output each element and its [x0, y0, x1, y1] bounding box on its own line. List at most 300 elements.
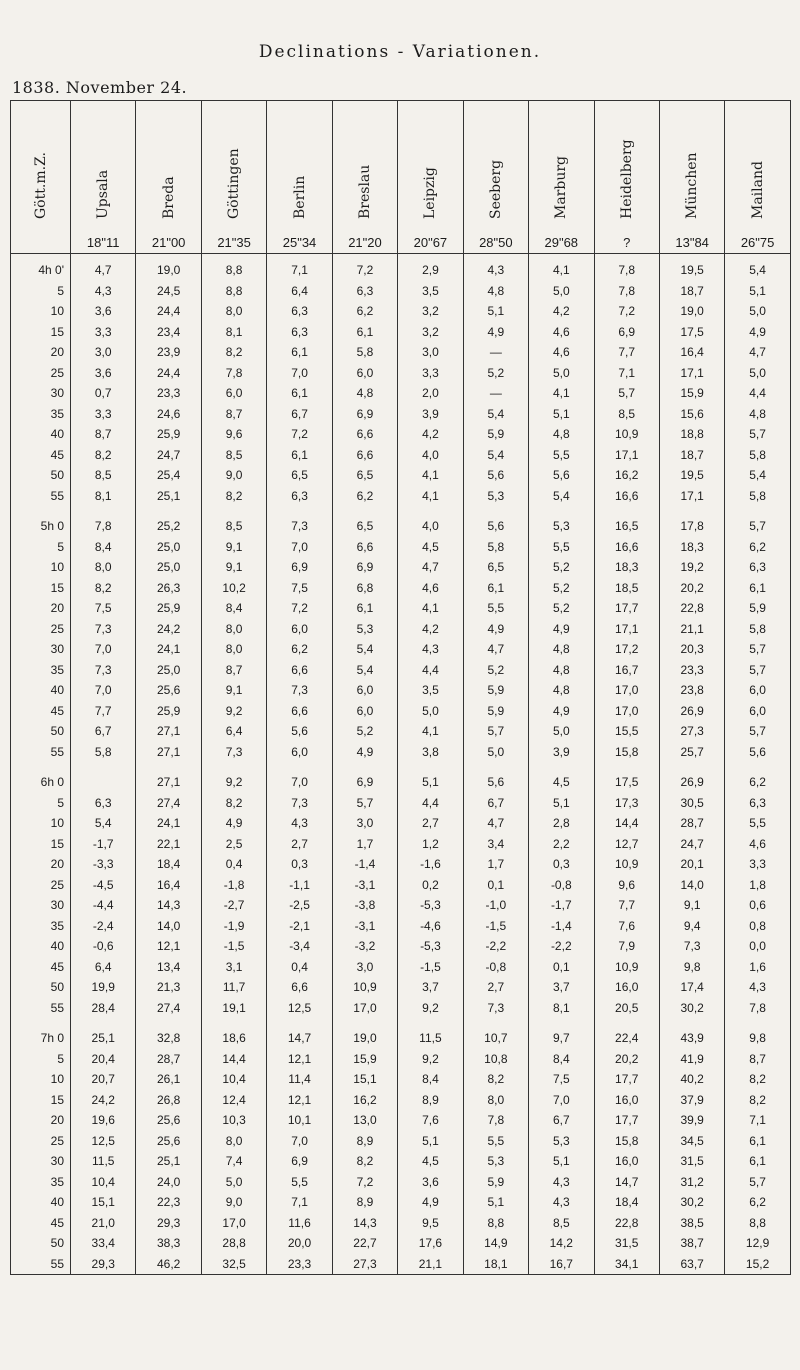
value-cell: 6,0: [332, 680, 397, 701]
table-row: [11, 895, 791, 916]
value-cell: 15,8: [594, 742, 659, 763]
value-cell: 5,2: [332, 721, 397, 742]
time-cell: 10: [11, 1069, 71, 1090]
time-cell: 5: [11, 537, 71, 558]
value-cell: 9,4: [659, 916, 724, 937]
value-cell: 15,5: [594, 721, 659, 742]
table-row: [11, 1172, 791, 1193]
value-cell: 6,1: [267, 445, 332, 466]
value-cell: 17,7: [594, 1069, 659, 1090]
value-cell: 8,2: [201, 486, 266, 507]
value-cell: 19,5: [659, 465, 724, 486]
value-cell: 2,7: [267, 834, 332, 855]
value-cell: -0,6: [71, 936, 136, 957]
table-row: [11, 598, 791, 619]
value-cell: 11,7: [201, 977, 266, 998]
value-cell: 7,3: [659, 936, 724, 957]
page-title: Declinations - Variationen.: [258, 42, 542, 62]
value-cell: 2,7: [463, 977, 528, 998]
value-cell: 8,5: [529, 1213, 594, 1234]
value-cell: 17,0: [594, 701, 659, 722]
value-cell: 29,3: [71, 1254, 136, 1275]
value-cell: 3,5: [398, 680, 463, 701]
value-cell: 2,9: [398, 254, 463, 281]
value-cell: 4,9: [398, 1192, 463, 1213]
table-row: [11, 281, 791, 302]
value-cell: 19,2: [659, 557, 724, 578]
value-cell: 4,3: [529, 1172, 594, 1193]
value-cell: 8,0: [201, 619, 266, 640]
value-cell: 32,8: [136, 1018, 201, 1049]
value-cell: 23,3: [136, 383, 201, 404]
value-cell: 27,1: [136, 721, 201, 742]
value-cell: 5,1: [529, 1151, 594, 1172]
value-cell: -3,1: [332, 875, 397, 896]
value-cell: 7,6: [398, 1110, 463, 1131]
value-cell: 20,1: [659, 854, 724, 875]
station-name: Mailand: [749, 161, 766, 219]
value-cell: 41,9: [659, 1049, 724, 1070]
table-row: [11, 793, 791, 814]
value-cell: 5,7: [594, 383, 659, 404]
value-cell: 23,8: [659, 680, 724, 701]
value-cell: 12,5: [267, 998, 332, 1019]
value-cell: -0,8: [529, 875, 594, 896]
value-cell: 10,4: [71, 1172, 136, 1193]
value-cell: 0,2: [398, 875, 463, 896]
value-cell: 3,2: [398, 301, 463, 322]
value-cell: 5,7: [725, 660, 790, 681]
value-cell: 20,0: [267, 1233, 332, 1254]
value-cell: 11,5: [71, 1151, 136, 1172]
value-cell: 6,0: [332, 363, 397, 384]
value-cell: 5,3: [463, 486, 528, 507]
station-name: Upsala: [95, 169, 112, 219]
value-cell: 16,2: [332, 1090, 397, 1111]
value-cell: 12,4: [201, 1090, 266, 1111]
value-cell: 3,7: [529, 977, 594, 998]
value-cell: -1,8: [201, 875, 266, 896]
value-cell: 10,9: [594, 424, 659, 445]
value-cell: 34,1: [594, 1254, 659, 1275]
time-cell: 35: [11, 1172, 71, 1193]
value-cell: 4,9: [201, 813, 266, 834]
value-cell: 6,4: [71, 957, 136, 978]
value-cell: 2,7: [398, 813, 463, 834]
value-cell: 6,5: [267, 465, 332, 486]
value-cell: 46,2: [136, 1254, 201, 1275]
value-cell: 7,0: [267, 762, 332, 793]
value-cell: 0,0: [725, 936, 790, 957]
value-cell: 7,7: [71, 701, 136, 722]
value-cell: 4,7: [463, 639, 528, 660]
value-cell: 4,5: [398, 537, 463, 558]
value-cell: 19,9: [71, 977, 136, 998]
value-cell: 4,1: [529, 383, 594, 404]
value-cell: 26,9: [659, 701, 724, 722]
value-cell: 24,5: [136, 281, 201, 302]
value-cell: 5,5: [463, 1131, 528, 1152]
value-cell: 21,3: [136, 977, 201, 998]
table-row: [11, 762, 791, 793]
station-value: 20"67: [413, 235, 448, 250]
value-cell: 20,2: [659, 578, 724, 599]
value-cell: 6,1: [267, 383, 332, 404]
value-cell: 8,7: [201, 660, 266, 681]
value-cell: 18,7: [659, 445, 724, 466]
value-cell: 17,0: [332, 998, 397, 1019]
value-cell: 5,8: [725, 486, 790, 507]
value-cell: 25,6: [136, 1131, 201, 1152]
station-name: Gött.m.Z.: [32, 152, 49, 219]
date-line: 1838. November 24.: [12, 78, 188, 97]
value-cell: 7,7: [594, 342, 659, 363]
value-cell: 7,8: [463, 1110, 528, 1131]
value-cell: 8,2: [201, 793, 266, 814]
value-cell: 9,1: [659, 895, 724, 916]
value-cell: 18,5: [594, 578, 659, 599]
time-cell: 4h 0': [11, 254, 71, 281]
value-cell: -1,4: [529, 916, 594, 937]
value-cell: 10,9: [594, 854, 659, 875]
value-cell: -3,2: [332, 936, 397, 957]
value-cell: 8,1: [71, 486, 136, 507]
table-row: [11, 557, 791, 578]
value-cell: -1,4: [332, 854, 397, 875]
value-cell: 6,1: [332, 322, 397, 343]
table-row: [11, 619, 791, 640]
time-cell: 45: [11, 957, 71, 978]
value-cell: 4,8: [529, 639, 594, 660]
value-cell: 25,1: [71, 1018, 136, 1049]
value-cell: 7,2: [267, 424, 332, 445]
value-cell: 5,2: [529, 578, 594, 599]
time-cell: 40: [11, 680, 71, 701]
time-cell: 50: [11, 1233, 71, 1254]
value-cell: 6,9: [267, 557, 332, 578]
value-cell: 12,1: [267, 1049, 332, 1070]
value-cell: 5,4: [332, 660, 397, 681]
value-cell: 7,3: [463, 998, 528, 1019]
table-row: [11, 537, 791, 558]
value-cell: 1,7: [463, 854, 528, 875]
value-cell: 5,4: [332, 639, 397, 660]
value-cell: 9,1: [201, 680, 266, 701]
col-header-upsala: [71, 101, 136, 254]
station-value: 25"34: [282, 235, 317, 250]
value-cell: 37,9: [659, 1090, 724, 1111]
value-cell: 7,9: [594, 936, 659, 957]
table-row: [11, 1213, 791, 1234]
value-cell: 24,0: [136, 1172, 201, 1193]
value-cell: 24,1: [136, 639, 201, 660]
col-header-time: [11, 101, 71, 254]
value-cell: 5,5: [267, 1172, 332, 1193]
value-cell: 6,2: [332, 486, 397, 507]
value-cell: 5,1: [725, 281, 790, 302]
value-cell: 8,0: [71, 557, 136, 578]
table-row: [11, 977, 791, 998]
value-cell: 4,2: [398, 619, 463, 640]
value-cell: 38,5: [659, 1213, 724, 1234]
data-table-wrap: [10, 100, 790, 1275]
value-cell: 25,0: [136, 660, 201, 681]
value-cell: -1,5: [201, 936, 266, 957]
time-cell: 55: [11, 1254, 71, 1275]
value-cell: 4,8: [529, 660, 594, 681]
value-cell: 5,9: [725, 598, 790, 619]
value-cell: 4,3: [267, 813, 332, 834]
value-cell: 9,8: [725, 1018, 790, 1049]
value-cell: 28,7: [136, 1049, 201, 1070]
col-header-leipzig: [398, 101, 463, 254]
value-cell: 14,3: [332, 1213, 397, 1234]
station-value: 18"11: [86, 235, 120, 250]
value-cell: 7,4: [201, 1151, 266, 1172]
table-row: [11, 742, 791, 763]
value-cell: 7,5: [529, 1069, 594, 1090]
value-cell: 6,6: [267, 660, 332, 681]
value-cell: 10,9: [332, 977, 397, 998]
value-cell: 6,6: [267, 977, 332, 998]
value-cell: 27,4: [136, 793, 201, 814]
value-cell: 11,5: [398, 1018, 463, 1049]
value-cell: 6,6: [332, 537, 397, 558]
value-cell: 3,9: [398, 404, 463, 425]
time-cell: 15: [11, 1090, 71, 1111]
value-cell: 19,0: [136, 254, 201, 281]
value-cell: 6,1: [725, 1151, 790, 1172]
value-cell: 3,7: [398, 977, 463, 998]
value-cell: 12,1: [267, 1090, 332, 1111]
value-cell: 16,2: [594, 465, 659, 486]
time-cell: 5: [11, 1049, 71, 1070]
value-cell: 24,4: [136, 301, 201, 322]
value-cell: 8,4: [398, 1069, 463, 1090]
value-cell: 5,2: [463, 660, 528, 681]
value-cell: -1,6: [398, 854, 463, 875]
value-cell: 23,3: [659, 660, 724, 681]
value-cell: 10,7: [463, 1018, 528, 1049]
value-cell: 5,0: [398, 701, 463, 722]
station-value: 21"00: [151, 235, 186, 250]
value-cell: 0,1: [463, 875, 528, 896]
value-cell: 23,9: [136, 342, 201, 363]
value-cell: 4,1: [398, 721, 463, 742]
value-cell: 26,3: [136, 578, 201, 599]
value-cell: 4,0: [398, 506, 463, 537]
station-name: Göttingen: [226, 148, 243, 219]
value-cell: 16,7: [529, 1254, 594, 1275]
value-cell: 8,0: [201, 639, 266, 660]
table-row: [11, 998, 791, 1019]
value-cell: 9,1: [201, 557, 266, 578]
value-cell: 3,3: [71, 322, 136, 343]
value-cell: 3,4: [463, 834, 528, 855]
value-cell: 5,6: [529, 465, 594, 486]
col-header-heidelberg: [594, 101, 659, 254]
value-cell: 38,7: [659, 1233, 724, 1254]
value-cell: 8,5: [201, 445, 266, 466]
value-cell: 0,3: [529, 854, 594, 875]
value-cell: 18,1: [463, 1254, 528, 1275]
value-cell: 6,0: [332, 701, 397, 722]
value-cell: 4,6: [398, 578, 463, 599]
value-cell: 22,1: [136, 834, 201, 855]
value-cell: 22,7: [332, 1233, 397, 1254]
value-cell: 24,7: [659, 834, 724, 855]
time-cell: 6h 0: [11, 762, 71, 793]
value-cell: 9,6: [201, 424, 266, 445]
table-row: [11, 1069, 791, 1090]
value-cell: 4,6: [529, 342, 594, 363]
value-cell: 25,0: [136, 537, 201, 558]
value-cell: 8,8: [463, 1213, 528, 1234]
time-cell: 40: [11, 424, 71, 445]
value-cell: 7,8: [594, 281, 659, 302]
value-cell: 27,3: [332, 1254, 397, 1275]
value-cell: 17,1: [659, 363, 724, 384]
value-cell: -4,5: [71, 875, 136, 896]
station-value: ?: [623, 235, 631, 250]
value-cell: 5,8: [725, 445, 790, 466]
value-cell: 4,6: [529, 322, 594, 343]
value-cell: 12,5: [71, 1131, 136, 1152]
time-cell: 20: [11, 854, 71, 875]
time-cell: 45: [11, 1213, 71, 1234]
value-cell: 2,8: [529, 813, 594, 834]
value-cell: 0,1: [529, 957, 594, 978]
table-row: [11, 465, 791, 486]
value-cell: 14,7: [267, 1018, 332, 1049]
value-cell: 5,7: [725, 721, 790, 742]
value-cell: 0,7: [71, 383, 136, 404]
value-cell: -1,0: [463, 895, 528, 916]
value-cell: 14,4: [594, 813, 659, 834]
value-cell: -5,3: [398, 895, 463, 916]
value-cell: 15,8: [594, 1131, 659, 1152]
time-cell: 15: [11, 322, 71, 343]
value-cell: 9,0: [201, 465, 266, 486]
value-cell: 7,3: [201, 742, 266, 763]
value-cell: 8,1: [201, 322, 266, 343]
value-cell: 24,7: [136, 445, 201, 466]
value-cell: 6,1: [463, 578, 528, 599]
time-cell: 45: [11, 445, 71, 466]
value-cell: -1,7: [71, 834, 136, 855]
value-cell: 10,9: [594, 957, 659, 978]
value-cell: 6,6: [332, 424, 397, 445]
value-cell: 8,2: [463, 1069, 528, 1090]
value-cell: 6,9: [332, 762, 397, 793]
time-cell: 10: [11, 813, 71, 834]
value-cell: 5,7: [725, 639, 790, 660]
value-cell: 8,0: [201, 301, 266, 322]
value-cell: 6,0: [725, 680, 790, 701]
value-cell: 15,9: [659, 383, 724, 404]
time-cell: 35: [11, 660, 71, 681]
value-cell: 4,9: [463, 322, 528, 343]
col-header-mailand: [725, 101, 790, 254]
value-cell: -2,4: [71, 916, 136, 937]
value-cell: 20,4: [71, 1049, 136, 1070]
value-cell: 5,0: [463, 742, 528, 763]
value-cell: 24,2: [71, 1090, 136, 1111]
time-cell: 40: [11, 936, 71, 957]
value-cell: 5,4: [71, 813, 136, 834]
value-cell: 5,0: [529, 721, 594, 742]
value-cell: -2,2: [529, 936, 594, 957]
value-cell: 17,1: [594, 619, 659, 640]
value-cell: 0,8: [725, 916, 790, 937]
col-header-muenchen: [659, 101, 724, 254]
value-cell: 4,3: [725, 977, 790, 998]
value-cell: 4,1: [398, 465, 463, 486]
value-cell: 4,4: [398, 660, 463, 681]
value-cell: 14,3: [136, 895, 201, 916]
value-cell: 6,1: [725, 1131, 790, 1152]
value-cell: 7,8: [201, 363, 266, 384]
value-cell: 8,5: [71, 465, 136, 486]
value-cell: 16,7: [594, 660, 659, 681]
value-cell: 16,4: [659, 342, 724, 363]
value-cell: 5,5: [529, 445, 594, 466]
value-cell: 0,6: [725, 895, 790, 916]
value-cell: 23,4: [136, 322, 201, 343]
value-cell: 8,8: [201, 254, 266, 281]
value-cell: 22,4: [594, 1018, 659, 1049]
table-row: [11, 363, 791, 384]
value-cell: 3,6: [71, 301, 136, 322]
table-row: [11, 322, 791, 343]
value-cell: 7,0: [267, 537, 332, 558]
value-cell: 6,1: [725, 578, 790, 599]
value-cell: 5,9: [463, 701, 528, 722]
value-cell: 18,4: [594, 1192, 659, 1213]
value-cell: 8,7: [71, 424, 136, 445]
value-cell: 38,3: [136, 1233, 201, 1254]
value-cell: 6,4: [267, 281, 332, 302]
value-cell: 5,4: [463, 445, 528, 466]
value-cell: 18,8: [659, 424, 724, 445]
station-value: 13"84: [675, 235, 709, 250]
value-cell: 7,5: [267, 578, 332, 599]
value-cell: 8,5: [201, 506, 266, 537]
value-cell: 28,4: [71, 998, 136, 1019]
value-cell: -3,3: [71, 854, 136, 875]
value-cell: 7,7: [594, 895, 659, 916]
value-cell: 6,9: [267, 1151, 332, 1172]
value-cell: 3,9: [529, 742, 594, 763]
value-cell: 19,0: [332, 1018, 397, 1049]
value-cell: 17,8: [659, 506, 724, 537]
value-cell: 27,1: [136, 742, 201, 763]
station-name: Heidelberg: [618, 139, 635, 219]
value-cell: 6,3: [71, 793, 136, 814]
value-cell: 27,4: [136, 998, 201, 1019]
value-cell: 5,3: [463, 1151, 528, 1172]
value-cell: 4,3: [71, 281, 136, 302]
value-cell: 8,2: [725, 1069, 790, 1090]
value-cell: 8,0: [463, 1090, 528, 1111]
value-cell: 5,6: [463, 465, 528, 486]
table-row: [11, 834, 791, 855]
value-cell: 3,8: [398, 742, 463, 763]
value-cell: 4,2: [529, 301, 594, 322]
value-cell: 6,5: [463, 557, 528, 578]
value-cell: 16,0: [594, 1090, 659, 1111]
value-cell: 8,9: [332, 1131, 397, 1152]
